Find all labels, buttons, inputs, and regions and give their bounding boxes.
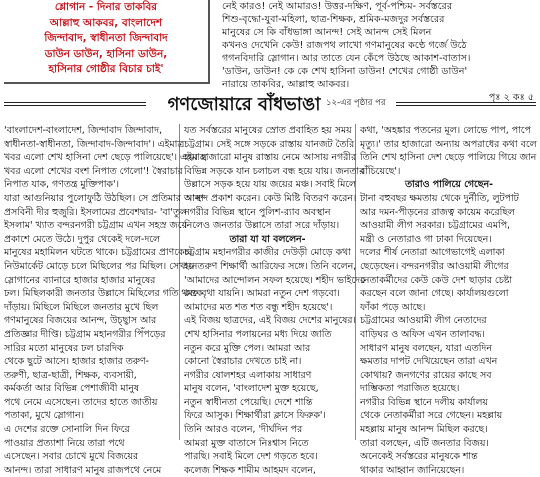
article-column-2 bbox=[184, 124, 366, 476]
text-line: চট্টগ্রাম মহানগরীর কাজীর দেউড়ী মোড়ে কথা bbox=[184, 247, 351, 259]
text-line: কোনো স্বৈরাচার দেখতে চাই না। bbox=[184, 356, 302, 368]
text-line: মানুষের মহামিলন ঘটতে থাকে। চট্টগ্রামের প্রাণকেন্দ্র bbox=[4, 247, 193, 259]
text-line: ছেড়েছেন। বন্দরনগরীর আওয়ামী লীগের bbox=[360, 260, 509, 272]
text-line: গণমানুষের বিজয়ের আনন্দ, উচ্ছ্বাস আর bbox=[4, 315, 157, 327]
text-line: খবর এলো শেখের বংশ নিপাত গেলো'! স্বৈরাচার bbox=[4, 165, 183, 177]
article-column-3 bbox=[360, 124, 538, 476]
section-subheading: তারাও পালিয়ে গেছেন- bbox=[405, 179, 493, 191]
text-line: যত সর্বস্তরের মানুষের স্রোত প্রবাহিত হয় সময় bbox=[184, 125, 352, 136]
text-line: গগনবিদারি স্লোগান। আর তাতে যেন কেঁপে উঠছে আকাশ-বাতাস। bbox=[222, 53, 471, 64]
text-line: চট্টগ্রাম। সেই সঙ্গে সড়কে রাস্তায় যানজট তৈরি bbox=[184, 138, 355, 150]
text-line: মানুষের সে কি বাঁধভাঙ্গা আনন্দ! সেই আনন্দ সেই মিলন bbox=[222, 27, 432, 38]
slogan-line: ডাউন ডাউন, হাসিনা ডাউন, bbox=[44, 47, 168, 60]
text-line: হয় তরুণ শিক্ষার্থী আরিফের সঙ্গে। তিনি বলেন, bbox=[184, 260, 357, 272]
text-line: টানা বহুবছর ক্ষমতায় থেকে দুর্নীতি, লুটপাট bbox=[360, 192, 519, 204]
text-line: কলেজ শিক্ষক শামীম আহমদ বলেন, bbox=[184, 464, 316, 476]
text-line: খবর এলো শেখ হাসিনা দেশ ছেড়ে পালিয়েছে'। এইমাত্র bbox=[4, 152, 207, 164]
text-line: পারছি। সবাই মিলে দেশ গড়তে হবে। bbox=[184, 451, 318, 463]
text-line: এসেছেন। সবার চোখে মুখে বিজয়ের bbox=[4, 451, 139, 463]
text-line: 'বাংলাদেশ-বাংলাদেশ, জিন্দাবাদ জিন্দাবাদ, bbox=[4, 125, 163, 136]
text-line: নতুন করে মুক্তি পেল। আমরা আর bbox=[184, 342, 311, 354]
text-line: 'ডাউন, ডাউন! কে কে শেখ হাসিনা ডাউন! শেখের গোষ্ঠী ডাউন' bbox=[222, 66, 468, 77]
slogan-line: আল্লাহু আকবর, বাংলাদেশ bbox=[49, 16, 163, 29]
text-line: যারা আগুনিয়ার পুলোফুঠি উঠছিল। সে প্রতিমার আস্থা bbox=[4, 192, 204, 204]
text-line: আর দমন-পীড়নের রাজত্ব কায়েম করেছিল bbox=[360, 206, 515, 218]
text-line: ফিরে আসুক। শিক্ষার্থীরা ক্লাসে ফিরুক'। bbox=[184, 410, 326, 422]
text-line: ঢল। মিছিলকারী জনতার উল্লাসে মিছিলের গতি থমকে bbox=[4, 288, 204, 300]
text-line: আওয়ামী লীগ সরকার। চট্টগ্রামের এমপি, bbox=[360, 220, 511, 232]
slogan-line: জিন্দাবাদ, স্বাধীনতা জিন্দাবাদ bbox=[44, 32, 168, 44]
headline-rule-left bbox=[4, 102, 146, 106]
text-line: আমাদের মত শত শত বন্ধু শহীদ হয়েছে'। bbox=[184, 301, 333, 313]
text-line: বাঁচিয়েছে'। bbox=[360, 165, 401, 177]
section-subheading: তারা যা যা বললেন- bbox=[229, 233, 306, 245]
text-line: পতাকা, মুখে স্লোগান। bbox=[4, 410, 84, 422]
text-line: নিপাত যাক, গণতন্ত্র মুক্তিপাক'। bbox=[4, 179, 119, 191]
text-line: স্লোগানের ব্যানারে হাজার হাজার মানুষের bbox=[4, 274, 156, 286]
text-line: পাওয়ার প্রত্যাশা নিয়ে তারা পথে bbox=[4, 437, 125, 449]
text-line: দাম্ভিকতা পরাজিত হয়েছে। bbox=[360, 383, 460, 395]
text-line: অনেকেই সর্বস্তরের মানুষকে শান্ত bbox=[360, 451, 478, 463]
text-line: সাধারণ মানুষ বলছেন, যারা এতদিন bbox=[360, 342, 492, 354]
text-line: দাঁড়ায়। মিছিলে মিছিলে জনতার মুখে ছিল bbox=[4, 301, 159, 313]
text-line: মানুষ বলেন, 'বাংলাদেশ মুক্ত হয়েছে, bbox=[184, 383, 319, 395]
text-line: স্বাধীনতা-স্বাধীনতা, জিন্দাবাদ-জিন্দাবাদ'। এইমাত্র bbox=[4, 138, 185, 150]
text-line: নতুন স্বাধীনতা পেয়েছি। দেশে শান্তি bbox=[184, 396, 313, 408]
article-column-1 bbox=[4, 124, 207, 476]
text-line: প্রকাশে মেতে উঠে। দুপুর থেকেই দলে-দলে bbox=[4, 233, 160, 245]
text-line: ইসলাম' খ্যাত বন্দরনগরী চট্টগ্রাম এখন সহস্র জয়ে bbox=[4, 220, 188, 232]
text-line: হয়। হাজারো মানুষ রাস্তায় নেমে আসায় নগরীর bbox=[184, 152, 357, 164]
text-line: কখনও দেখেনি কেউ! রাজপথ লাখো গণমানুষের কণ্ঠে গর্জে উঠে bbox=[222, 40, 467, 51]
text-line: চট্টগ্রামের আওয়ামী লীগ নেতাদের bbox=[360, 315, 487, 327]
text-line: দলের শীর্ষ নেতারা আগেভাগেই এলাকা bbox=[360, 247, 505, 259]
text-line: শেখ হাসিনার পলায়নের মধ্য দিয়ে জাতি bbox=[184, 328, 332, 340]
page-reference: পৃঃ ২ কঃ ৫ bbox=[488, 92, 534, 103]
text-line: আমরা মুক্ত বাতাসে নিঃশ্বাস নিতে bbox=[184, 437, 309, 449]
text-line: 'আমাদের আন্দোলন সফল হয়েছে। শহীদ ভাইদের bbox=[184, 274, 366, 286]
text-line: নগরীর বিভিন্ন স্থানে পুলিশ-র‍্যাব অবস্থান bbox=[184, 206, 331, 218]
text-line: নিলেও জনতার উল্লাসে তারা সরে দাঁড়ায়। bbox=[184, 220, 340, 232]
text-line: প্রসবিনী দীর হুজুরি। ইসলামের প্রবেশদ্বার- 'বা'তুল bbox=[4, 206, 187, 218]
text-line: থেকে ছুটে আসে। হাজার হাজার তরুণ- bbox=[4, 356, 149, 368]
slogan-box bbox=[4, 0, 210, 84]
text-line: রক্ত বৃথা যায়নি। আমরা নতুন দেশ গড়বো। bbox=[184, 288, 340, 300]
text-line: কর্মকর্তা আর বিভিন্ন পেশাজীবী মানুষ bbox=[4, 383, 140, 395]
text-line: তারা বলছেন, এটি জনতার বিজয়। bbox=[360, 437, 489, 449]
text-line: কথা, 'অহঙ্কার পতনের মূল। লোভে পাপ, পাপে bbox=[360, 125, 531, 136]
article-headline: গণজোয়ারে বাঁধভাঙা bbox=[167, 94, 321, 115]
text-line: ক্ষমতার দাপট দেখিয়েছেন তারা এখন bbox=[360, 356, 498, 368]
text-line: প্রতিজ্ঞার দীপ্তি। চট্টগ্রাম মহানগরীর পিঁপড়ের bbox=[4, 328, 166, 340]
text-line: করছেন বলে জানা গেছে। কার্যালয়গুলো bbox=[360, 288, 509, 300]
text-line: নগরীর ষোলশহর এলাকায় সাধারণ bbox=[184, 369, 312, 381]
article-headline-banner bbox=[4, 92, 536, 118]
text-line: নিউমার্কেট মোড়ে চলে মিছিলের পর মিছিল। সেখানে bbox=[4, 260, 198, 272]
text-line: ফাঁকা পড়ে আছে। bbox=[360, 301, 426, 313]
text-line: এই বিজয় ছাত্রদের, এই বিজয় দেশের মানুষের। bbox=[184, 315, 356, 327]
text-line: মৃত্যু।' তার হাজারো অন্যায় অপরাধের কথা বলে bbox=[360, 138, 537, 150]
text-line: আনন্দ। তারা সাধারণ মানুষ রাজপথে নেমে bbox=[4, 464, 162, 476]
text-line: নগরীর বিভিন্ন স্থানে দলীয় কার্যালয় bbox=[360, 396, 488, 408]
text-line: শিশু-বৃদ্ধো-যুবা-মহিলা, ছাত্র-শিক্ষক, শ্রমিক-মজদুর সর্বস্তরের bbox=[222, 14, 445, 25]
text-line: নেতাকর্মীদের কেউ কেউ দেশ ছাড়ার চেষ্টা bbox=[360, 274, 513, 286]
slogan-line: শ্লোগান - দিনার তাকবির bbox=[54, 1, 158, 13]
headline-rule-right bbox=[396, 102, 536, 106]
text-line: বাড়িঘর ও অফিস এখন তালাবদ্ধ। bbox=[360, 328, 485, 340]
text-line: তরুণী, ছাত্র-ছাত্রী, শিক্ষক, ব্যবসায়ী, bbox=[4, 369, 137, 381]
text-line: আনন্দ প্রকাশ করেন। কেউ মিষ্টি বিতরণ করেন। bbox=[184, 192, 357, 204]
continuation-note: ১২-এর পৃষ্ঠার পর bbox=[326, 98, 386, 108]
text-line: মন্ত্রী ও নেতারাও গা ঢাকা দিয়েছেন। bbox=[360, 233, 492, 245]
text-line: এ দেশের রক্তে সোনালি দিন ফিরে bbox=[4, 424, 130, 436]
text-line: থেকে নেতাকর্মীরা সরে গেছেন। মহল্লায় bbox=[360, 410, 503, 422]
text-line: তিনি আরও বলেন, 'দীর্ঘদিন পর bbox=[184, 424, 303, 436]
text-line: তিনি শেখ হাসিনা দেশ ছেড়ে পালিয়ে গিয়ে জান bbox=[360, 152, 537, 164]
text-line: কোথায়? জনগণের রায়ের কাছে সব bbox=[360, 369, 492, 381]
text-line: পথে নেমে এসেছেন। তাদের হাতে জাতীয় bbox=[4, 396, 158, 408]
text-line: নেই কারও! নেই আমারও! উত্তর-দক্ষিণ, পূর্ব-পশ্চিম- সর্বস্তরের bbox=[222, 1, 453, 12]
text-line: নারায়ে তাকবির, আল্লাহু আকবর। bbox=[222, 79, 350, 90]
text-line: থাকার আহ্বান জানিয়েছেন। bbox=[360, 464, 465, 476]
text-line: বিভিন্ন সড়কে যান চলাচল বন্ধ হয়ে যায়। জনতার bbox=[184, 165, 365, 177]
text-line: উল্লাসে সড়ক হয়ে যায় জয়ের মঞ্চ। সবাই মিলে bbox=[184, 179, 357, 191]
text-line: মহল্লায় মানুষ আনন্দ মিছিল করছে। bbox=[360, 424, 488, 436]
text-line: সারির মতো মানুষের ঢল চারদিক bbox=[4, 342, 124, 354]
slogan-line: হাসিনার গোষ্ঠীর বিচার চাই' bbox=[48, 63, 164, 75]
